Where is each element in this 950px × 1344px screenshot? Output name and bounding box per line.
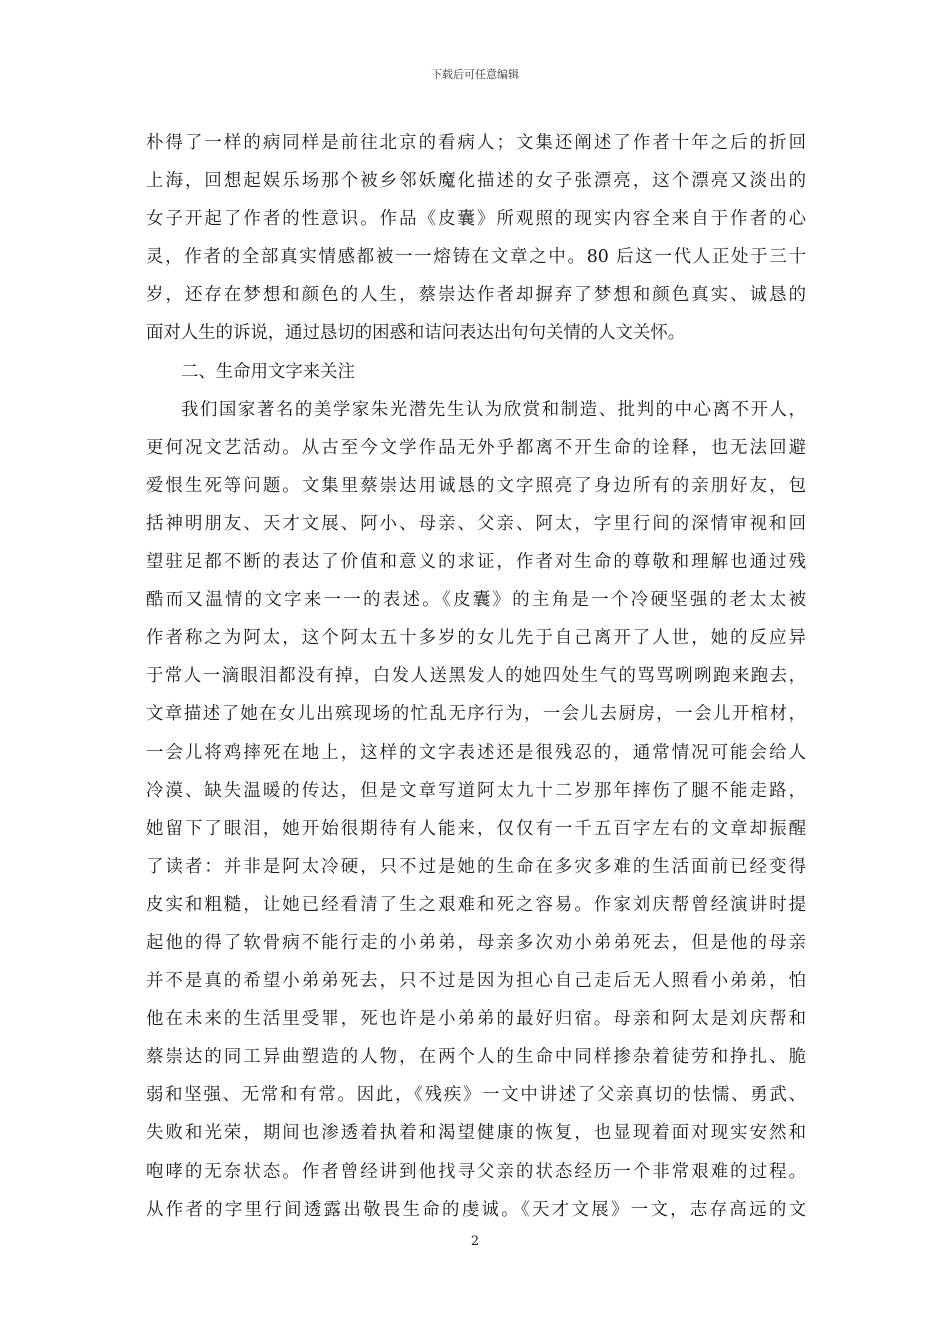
text-line: 皮实和粗糙，让她已经看清了生之艰难和死之容易。作家刘庆帮曾经演讲时提: [146, 894, 806, 915]
document-body: [146, 124, 806, 1229]
section-heading: 二、生命用文字来关注: [181, 361, 355, 382]
text-line: 失败和光荣，期间也渗透着执着和渴望健康的恢复，也显现着面对现实安然和: [146, 1123, 806, 1144]
text-line: 从作者的字里行间透露出敬畏生命的虔诚。《天才文展》一文，志存高远的文: [146, 1199, 806, 1220]
text-line: 一会儿将鸡摔死在地上，这样的文字表述还是很残忍的，通常情况可能会给人: [146, 742, 806, 763]
text-line: 文章描述了她在女儿出殡现场的忙乱无序行为，一会儿去厨房，一会儿开棺材，: [146, 704, 806, 725]
text-line: 于常人一滴眼泪都没有掉，白发人送黑发人的她四处生气的骂骂咧咧跑来跑去，: [146, 666, 806, 687]
text-line: 括神明朋友、天才文展、阿小、母亲、父亲、阿太，字里行间的深情审视和回: [146, 513, 806, 534]
text-line: 朴得了一样的病同样是前往北京的看病人；文集还阐述了作者十年之后的折回: [146, 133, 806, 153]
text-line: 望驻足都不断的表达了价值和意义的求证，作者对生命的尊敬和理解也通过残: [146, 552, 806, 573]
text-line: 咆哮的无奈状态。作者曾经讲到他找寻父亲的状态经历一个非常艰难的过程。: [146, 1161, 806, 1182]
text-line: 了读者：并非是阿太冷硬，只不过是她的生命在多灾多难的生活面前已经变得: [146, 856, 806, 877]
text-line: 作者称之为阿太，这个阿太五十多岁的女儿先于自己离开了人世，她的反应异: [146, 628, 806, 649]
text-line: 酷而又温情的文字来一一的表述。《皮囊》的主角是一个冷硬坚强的老太太被: [146, 590, 806, 611]
text-line: 她留下了眼泪，她开始很期待有人能来，仅仅有一千五百字左右的文章却振醒: [146, 818, 806, 839]
text-line: 更何况文艺活动。从古至今文学作品无外乎都离不开生命的诠释，也无法回避: [146, 437, 806, 458]
text-line: 面对人生的诉说，通过恳切的困惑和诘问表达出句句关情的人文关怀。: [146, 323, 686, 344]
text-line: 弱和坚强、无常和有常。因此，《残疾》一文中讲述了父亲真切的怯懦、勇武、: [146, 1085, 806, 1106]
text-line: 他在未来的生活里受罪，死也许是小弟弟的最好归宿。母亲和阿太是刘庆帮和: [146, 1009, 806, 1030]
page-header: 下载后可任意编辑: [431, 68, 519, 81]
page-number: 2: [470, 1234, 480, 1249]
text-line: 起他的得了软骨病不能行走的小弟弟，母亲多次劝小弟弟死去，但是他的母亲: [146, 932, 806, 953]
text-line: 我们国家著名的美学家朱光潜先生认为欣赏和制造、批判的中心离不开人，: [181, 399, 806, 420]
text-line: 爱恨生死等问题。文集里蔡崇达用诚恳的文字照亮了身边所有的亲朋好友，包: [146, 475, 806, 496]
text-line: 灵，作者的全部真实情感都被一一熔铸在文章之中。80 后这一代人正处于三十: [146, 247, 806, 268]
text-line: 女子开起了作者的性意识。作品《皮囊》所观照的现实内容全来自于作者的心: [146, 209, 806, 230]
text-line: 并不是真的希望小弟弟死去，只不过是因为担心自己走后无人照看小弟弟，怕: [146, 971, 806, 992]
text-line: 上海，回想起娱乐场那个被乡邻妖魔化描述的女子张漂亮，这个漂亮又淡出的: [146, 171, 806, 192]
text-line: 蔡崇达的同工异曲塑造的人物，在两个人的生命中同样掺杂着徒劳和挣扎、脆: [146, 1047, 806, 1068]
text-line: 冷漠、缺失温暖的传达，但是文章写道阿太九十二岁那年摔伤了腿不能走路，: [146, 780, 806, 801]
text-line: 岁，还存在梦想和颜色的人生，蔡崇达作者却摒弃了梦想和颜色真实、诚恳的: [146, 285, 806, 306]
